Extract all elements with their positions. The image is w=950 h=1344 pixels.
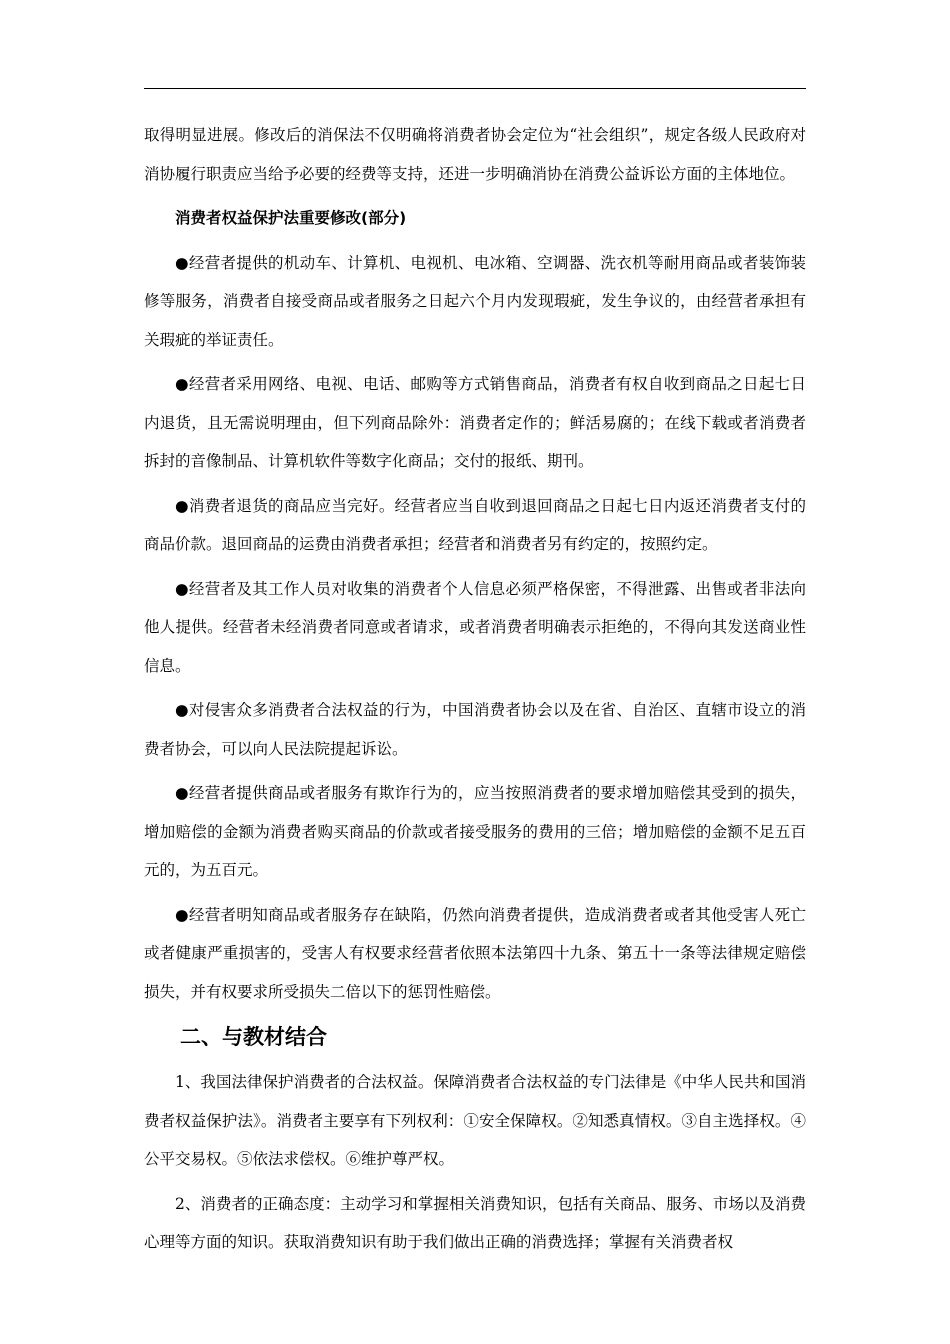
header-rule [144,88,806,89]
bullet-online-returns: ●经营者采用网络、电视、电话、邮购等方式销售商品，消费者有权自收到商品之日起七日内退货，且无需说明理由，但下列商品除外：消费者定作的；鲜活易腐的；在线下载或者消费者拆封的音像制品、计算机软件等数字化商品；交付的报纸、期刊。 [144,375,806,470]
document-body [144,116,806,1268]
section-heading-textbook: 二、与教材结合 [180,1025,327,1049]
paragraph-continuation: 取得明显进展。修改后的消保法不仅明确将消费者协会定位为“社会组织”，规定各级人民政府对消协履行职责应当给予必要的经费等支持，还进一步明确消协在消费公益诉讼方面的主体地位。 [144,126,806,183]
bullet-public-litigation: ●对侵害众多消费者合法权益的行为，中国消费者协会以及在省、自治区、直辖市设立的消费者协会，可以向人民法院提起诉讼。 [144,701,806,758]
subheading-law-amendments: 消费者权益保护法重要修改(部分) [175,209,407,227]
bullet-personal-info: ●经营者及其工作人员对收集的消费者个人信息必须严格保密，不得泄露、出售或者非法向他人提供。经营者未经消费者同意或者请求，或者消费者明确表示拒绝的，不得向其发送商业性信息。 [144,579,806,675]
bullet-punitive-damages: ●经营者明知商品或者服务存在缺陷，仍然向消费者提供，造成消费者或者其他受害人死亡或者健康严重损害的，受害人有权要求经营者依照本法第四十九条、第五十一条等法律规定赔偿损失，并有权要求所受损失二倍以下的惩罚性赔偿。 [144,905,806,1001]
bullet-durable-goods: ●经营者提供的机动车、计算机、电视机、电冰箱、空调器、洗衣机等耐用商品或者装饰装修等服务，消费者自接受商品或者服务之日起六个月内发现瑕疵，发生争议的，由经营者承担有关瑕疵的举证责任。 [144,253,806,349]
paragraph-consumer-rights: 1、我国法律保护消费者的合法权益。保障消费者合法权益的专门法律是《中华人民共和国消费者权益保护法》。消费者主要享有下列权利：①安全保障权。②知悉真情权。③自主选择权。④公平交易权。⑤依法求偿权。⑥维护尊严权。 [144,1073,806,1168]
bullet-fraud-compensation: ●经营者提供商品或者服务有欺诈行为的，应当按照消费者的要求增加赔偿其受到的损失，增加赔偿的金额为消费者购买商品的价款或者接受服务的费用的三倍；增加赔偿的金额不足五百元的，为五百元。 [144,784,806,879]
paragraph-consumer-attitude: 2、消费者的正确态度：主动学习和掌握相关消费知识，包括有关商品、服务、市场以及消费心理等方面的知识。获取消费知识有助于我们做出正确的消费选择；掌握有关消费者权 [144,1194,806,1251]
bullet-return-condition: ●消费者退货的商品应当完好。经营者应当自收到退回商品之日起七日内返还消费者支付的商品价款。退回商品的运费由消费者承担；经营者和消费者另有约定的，按照约定。 [144,496,806,553]
